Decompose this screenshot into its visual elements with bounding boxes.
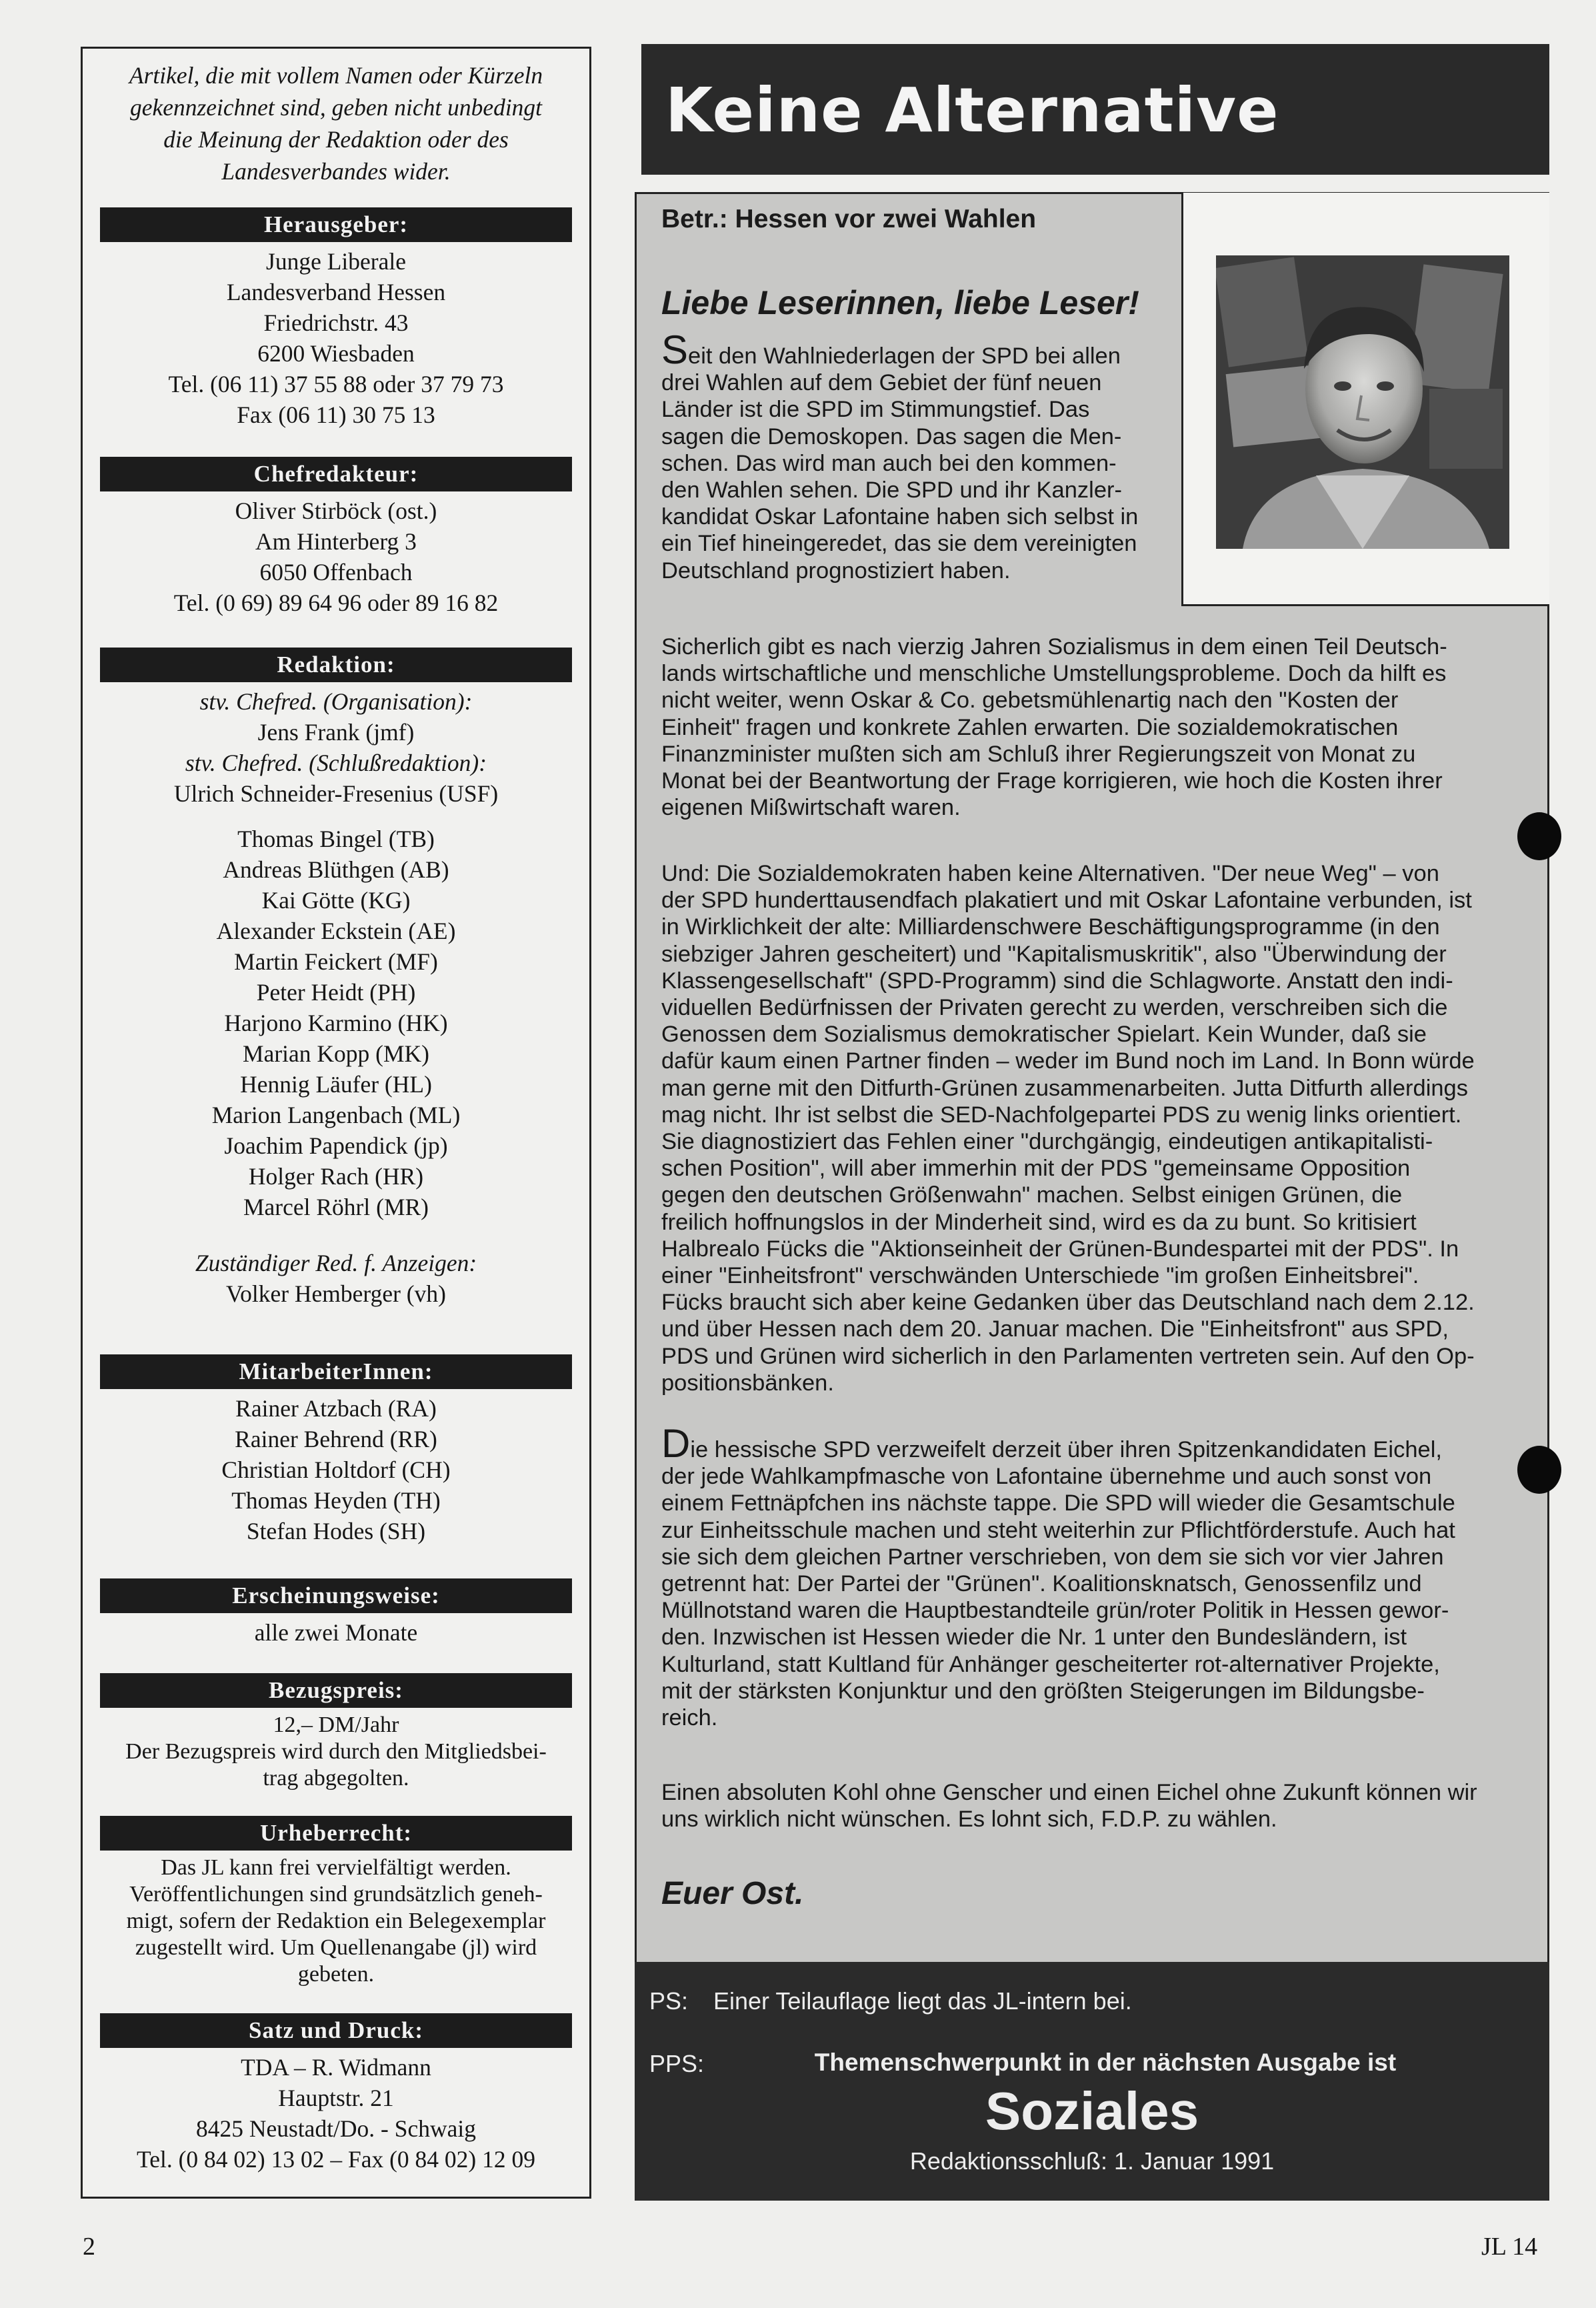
portrait-image — [1216, 255, 1509, 549]
signature: Euer Ost. — [661, 1876, 804, 1911]
section-header: Erscheinungsweise: — [100, 1578, 572, 1613]
disclaimer: Artikel, die mit vollem Namen oder Kürzeln gekennzeichnet sind, geben nicht unbedingt die Meinung der Redaktion oder des Landesverbandes wider. — [129, 62, 543, 185]
headline-bar — [641, 44, 1549, 175]
deadline: Redaktionsschluß: 1. Januar 1991 — [909, 2147, 1275, 2175]
section-urheberrecht: Urheberrecht: Das JL kann frei vervielfältigt werden. Veröffentlichungen sind grundsätzlich geneh- migt, sofern der Redaktion ein Belegexemplar zugestellt wird. Um Quellenangabe (jl) wird gebeten. — [96, 1816, 576, 1988]
postscript-box — [635, 1962, 1549, 2201]
theme-line: Themenschwerpunkt in der nächsten Ausgabe ist — [814, 2049, 1397, 2076]
next-topic: Soziales — [985, 2081, 1199, 2141]
section-header: Chefredakteur: — [100, 457, 572, 491]
subject-line: Betr.: Hessen vor zwei Wahlen — [661, 205, 1037, 233]
section-mitarbeiter: MitarbeiterInnen: Rainer Atzbach (RA) Rainer Behrend (RR) Christian Holtdorf (CH) Thomas Heyden (TH) Stefan Hodes (SH) — [96, 1354, 576, 1546]
author-photo — [1216, 255, 1509, 549]
punch-hole — [1517, 1446, 1561, 1494]
paragraph-2: Sicherlich gibt es nach vierzig Jahren Sozialismus in dem einen Teil Deutsch- lands wirtschaftliche und menschliche Umstellungsprobleme. Doch da hilft es nicht weiter, wenn Oskar & Co. gebetsmühlenartig nach den "Kosten der Einheit" fragen und konkrete Zahlen erwarten. Die sozialdemokratischen Finanzminister mußten sich am Schluß ihrer Regierungszeit von Monat zu Monat bei der Beantwortung der Frage korrigieren, wie hoch die Kosten ihrer eigenen Mißwirtschaft waren. — [661, 634, 1447, 821]
section-satz-druck: Satz und Druck: TDA – R. Widmann Hauptstr. 21 8425 Neustadt/Do. - Schwaig Tel. (0 84 02) 13 02 – Fax (0 84 02) 12 09 — [96, 2013, 576, 2175]
paragraph-4: Die hessische SPD verzweifelt derzeit über ihren Spitzenkandidaten Eichel, der jede Wahlkampfmasche von Lafontaine übernehme und auch sonst von einem Fettnäpfchen ins nächste tappe. Die SPD will wieder die Gesamtschule zur Einheitsschule machen und steht weiterhin zur Pflichtförderstufe. Auch hat sie sich dem gleichen Partner verschrieben, von dem sie sich vor vier Jahren getrennt hat: Der Partei der "Grünen". Koalitionsknatsch, Genossenfilz und Müllnotstand waren die Hauptbestandteile grün/roter Politik in Hessen gewor- den. Inzwischen ist Hessen wieder die Nr. 1 unter den Bundesländern, ist Kulturland, statt Kultland für Anhänger gescheiterter rot-alternativer Projekte, mit der stärksten Konjunktur und den größten Steigerungen im Bildungsbe- reich. — [661, 1421, 1455, 1731]
section-bezugspreis: Bezugspreis: 12,– DM/Jahr Der Bezugspreis wird durch den Mitgliedsbei- trag abgegolten. — [96, 1673, 576, 1792]
section-header: Satz und Druck: — [100, 2013, 572, 2048]
ps-label: PS: — [649, 1987, 689, 2015]
greeting: Liebe Leserinnen, liebe Leser! — [661, 284, 1139, 321]
paragraph-3: Und: Die Sozialdemokraten haben keine Alternativen. "Der neue Weg" – von der SPD hunderttausendfach plakatiert und mit Oskar Lafontaine verbunden, ist in Wirklichkeit der alte: Milliardenschwere Beschäftigungsprogramme (in den siebziger Jahren gescheitert) und "Kapitalismuskritik", also "Überwindung der Klassengesellschaft" (SPD-Programm) sind die Schlagworte. Anstatt den indi- viduellen Bedürfnissen der Privaten gerecht zu werden, verschreiben sich die Genossen dem Sozialismus demokratischer Spielart. Kein Wunder, daß sie dafür kaum einen Partner finden – weder im Bund noch im Land. In Bonn würde man gerne mit den Ditfurth-Grünen zusammenarbeiten. Jutta Ditfurth allerdings mag nicht. Ihr ist selbst die SED-Nachfolgepartei PDS zu wenig links orientiert. Sie diagnostiziert das Fehlen einer "durchgängig, eindeutigen antikapitalisti- schen Position", will aber immerhin mit der PDS "gemeinsame Opposition gegen den deutschen Größenwahn" machen. Selbst einigen Grünen, die freilich hoffnungslos in der Minderheit sind, wird es da zu bunt. So kritisiert Halbrealo Fücks die "Aktionseinheit der Grünen-Bundespartei mit der PDS". In einer "Einheitsfront" verschwänden Unterschiede "im großen Einheitsbrei". Fücks braucht sich aber keine Gedanken über das Deutschland nach dem 2.12. und über Hessen nach dem 20. Januar machen. Die "Einheitsfront" aus SPD, PDS und Grünen wird sicherlich in den Parlamenten vertreten sein. Auf den Op- positionsbänken. — [661, 861, 1475, 1396]
pps-label: PPS: — [649, 2050, 705, 2077]
editor-list: Thomas Bingel (TB) Andreas Blüthgen (AB) Kai Götte (KG) Alexander Eckstein (AE) Martin Feickert (MF) Peter Heidt (PH) Harjono Karmino (HK) Marian Kopp (MK) Hennig Läufer (HL) Marion Langenbach (ML) Joachim Papendick (jp) Holger Rach (HR) Marcel Röhrl (MR) — [211, 826, 461, 1220]
section-header: Bezugspreis: — [100, 1673, 572, 1708]
impressum-box — [81, 47, 591, 2199]
page-number: 2 — [83, 2233, 95, 2261]
section-header: Herausgeber: — [100, 207, 572, 242]
section-header: MitarbeiterInnen: — [100, 1354, 572, 1389]
section-erscheinungsweise: Erscheinungsweise: alle zwei Monate — [96, 1578, 576, 1648]
punch-hole — [1517, 812, 1561, 860]
ps-text: Einer Teilauflage liegt das JL-intern bei. — [713, 1987, 1132, 2015]
section-redaktion: Redaktion: stv. Chefred. (Organisation): Jens Frank (jmf) stv. Chefred. (Schlußredaktion): Ulrich Schneider-Fresenius (USF) Thomas Bingel (TB) Andreas Blüthgen (AB) Kai Götte (KG) Alexander Eckstein (AE) Martin Feickert (MF) Peter Heidt (PH) Harjono Karmino (HK) Marian Kopp (MK) Hennig Läufer (HL) Marion Langenbach (ML) Joachim Papendick (jp) Holger Rach (HR) Marcel Röhrl (MR) Zuständiger Red. f. Anzeigen: Volker Hemberger (vh) — [96, 648, 576, 1309]
section-header: Urheberrecht: — [100, 1816, 572, 1851]
section-header: Redaktion: — [100, 648, 572, 682]
issue-label: JL 14 — [1481, 2233, 1538, 2261]
drop-cap: S — [661, 327, 689, 372]
section-chefredakteur: Chefredakteur: Oliver Stirböck (ost.) Am Hinterberg 3 6050 Offenbach Tel. (0 69) 89 64 96 oder 89 16 82 — [96, 457, 576, 618]
drop-cap: D — [661, 1421, 691, 1466]
headline: Keine Alternative — [665, 75, 1279, 146]
section-herausgeber: Herausgeber: Junge Liberale Landesverband Hessen Friedrichstr. 43 6200 Wiesbaden Tel. (06 11) 37 55 88 oder 37 79 73 Fax (06 11) 30 75 13 — [96, 207, 576, 430]
paragraph-1: Seit den Wahlniederlagen der SPD bei allen drei Wahlen auf dem Gebiet der fünf neuen Länder ist die SPD im Stimmungstief. Das sagen die Demoskopen. Das sagen die Men- schen. Das wird man auch bei den kommen- den Wahlen sehen. Die SPD und ihr Kanzler- kandidat Oskar Lafontaine haben sich selbst in ein Tief hineingeredet, das sie dem vereinigten Deutschland prognostiziert haben. — [661, 327, 1139, 584]
paragraph-5: Einen absoluten Kohl ohne Genscher und einen Eichel ohne Zukunft können wir uns wirklich nicht wünschen. Es lohnt sich, F.D.P. zu wählen. — [661, 1780, 1477, 1833]
